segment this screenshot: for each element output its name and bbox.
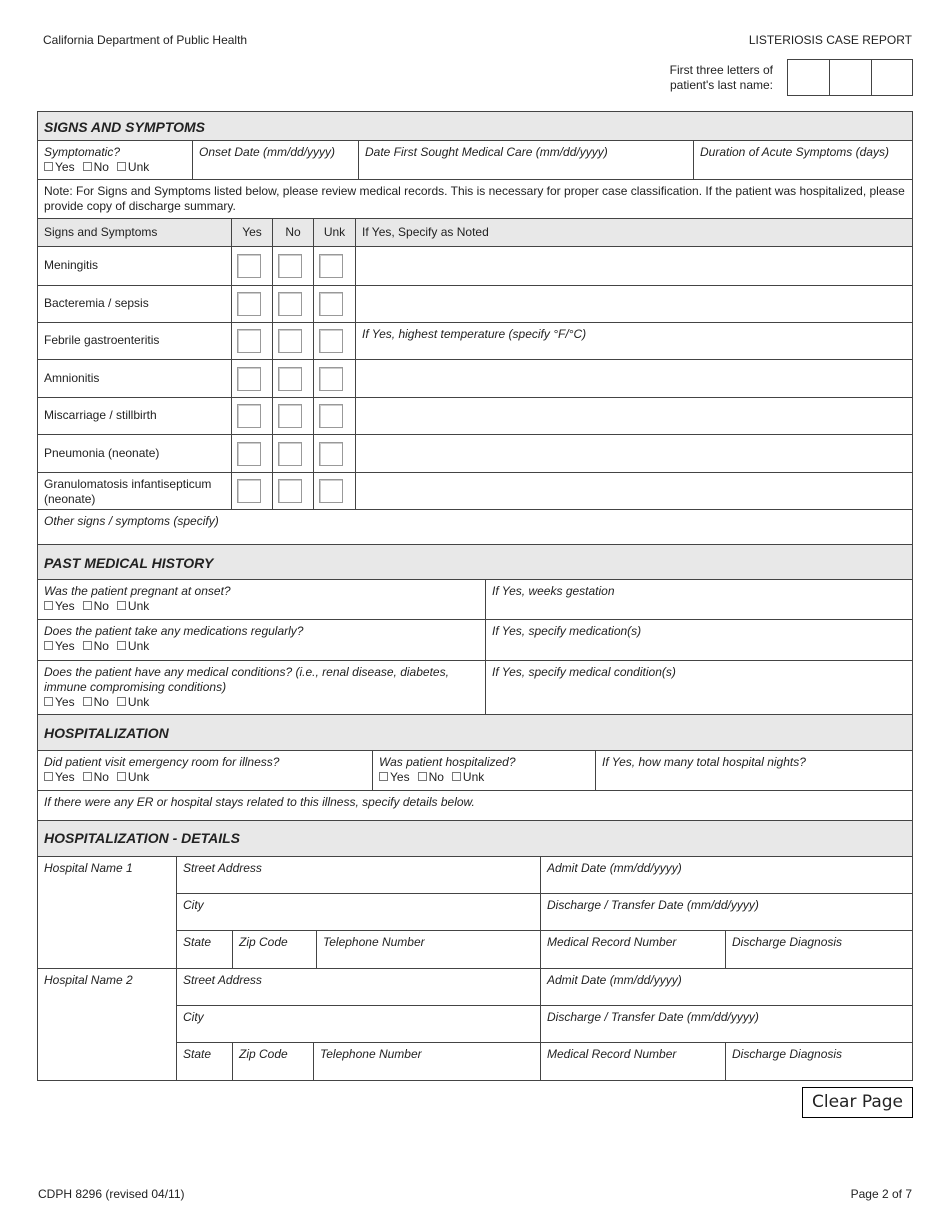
last-name-letter-2[interactable]: [829, 59, 872, 96]
discharge-date-2-field[interactable]: Discharge / Transfer Date (mm/dd/yyyy): [540, 1005, 913, 1043]
medications-yes[interactable]: Yes: [44, 639, 75, 653]
phone-2-field[interactable]: Telephone Number: [313, 1042, 541, 1081]
symptom-label: Meningitis: [37, 246, 232, 286]
symptomatic-label: Symptomatic?: [44, 145, 121, 159]
col-yes: Yes: [231, 218, 273, 247]
conditions-unk[interactable]: Unk: [117, 695, 149, 709]
state-1-field[interactable]: State: [176, 930, 233, 969]
er-no[interactable]: No: [83, 770, 109, 784]
section-hospitalization: HOSPITALIZATION: [37, 714, 913, 751]
hospital-stays-note: If there were any ER or hospital stays related to this illness, specify details below.: [37, 790, 913, 821]
symptom-specify-field[interactable]: [355, 397, 913, 435]
medications-question: [37, 619, 486, 661]
city-1-field[interactable]: City: [176, 893, 541, 931]
conditions-no[interactable]: No: [83, 695, 109, 709]
symptom-label: Granulomatosis infantisepticum (neonate): [37, 472, 232, 510]
medications-label: Does the patient take any medications regularly?: [44, 624, 304, 638]
hospital-name-1-field[interactable]: Hospital Name 1: [37, 856, 177, 969]
symptom-no-checkbox[interactable]: [278, 367, 302, 391]
medications-no[interactable]: No: [83, 639, 109, 653]
page-number: Page 2 of 7: [850, 1187, 912, 1201]
pregnant-label: Was the patient pregnant at onset?: [44, 584, 231, 598]
symptom-yes-checkbox[interactable]: [237, 404, 261, 428]
col-unk: Unk: [313, 218, 356, 247]
hospitalized-unk[interactable]: Unk: [452, 770, 484, 784]
pregnant-yes[interactable]: Yes: [44, 599, 75, 613]
duration-field[interactable]: Duration of Acute Symptoms (days): [693, 140, 913, 180]
symptom-no-checkbox[interactable]: [278, 292, 302, 316]
symptom-yes-checkbox[interactable]: [237, 329, 261, 353]
hospital-name-2-field[interactable]: Hospital Name 2: [37, 968, 177, 1081]
city-2-field[interactable]: City: [176, 1005, 541, 1043]
mrn-2-field[interactable]: Medical Record Number: [540, 1042, 726, 1081]
last-name-letter-1[interactable]: [787, 59, 830, 96]
symptom-unk-checkbox[interactable]: [319, 367, 343, 391]
symptom-yes-checkbox[interactable]: [237, 367, 261, 391]
conditions-label: Does the patient have any medical conditions? (i.e., renal disease, diabetes, immune compromising conditions): [44, 665, 449, 694]
hospital-nights-field[interactable]: If Yes, how many total hospital nights?: [595, 750, 913, 791]
signs-note: Note: For Signs and Symptoms listed below, please review medical records. This is necessary for proper case classification. If the patient was hospitalized, please provide copy of discharge summary.: [37, 179, 913, 219]
symptomatic-unk[interactable]: Unk: [117, 160, 149, 174]
symptomatic-no[interactable]: No: [83, 160, 109, 174]
symptom-unk-checkbox[interactable]: [319, 442, 343, 466]
symptom-yes-checkbox[interactable]: [237, 442, 261, 466]
first-sought-care-field[interactable]: Date First Sought Medical Care (mm/dd/yyyy): [358, 140, 694, 180]
symptom-specify-field[interactable]: If Yes, highest temperature (specify °F/°C): [355, 322, 913, 360]
hospitalized-yes[interactable]: Yes: [379, 770, 410, 784]
er-yes[interactable]: Yes: [44, 770, 75, 784]
symptomatic-yes[interactable]: Yes: [44, 160, 75, 174]
hospitalized-question: [372, 750, 596, 791]
medications-field[interactable]: If Yes, specify medication(s): [485, 619, 913, 661]
section-hospitalization-details: HOSPITALIZATION - DETAILS: [37, 820, 913, 857]
form-title: LISTERIOSIS CASE REPORT: [748, 33, 912, 47]
col-specify: If Yes, Specify as Noted: [355, 218, 913, 247]
conditions-field[interactable]: If Yes, specify medical condition(s): [485, 660, 913, 715]
symptom-specify-field[interactable]: [355, 359, 913, 398]
onset-date-field[interactable]: Onset Date (mm/dd/yyyy): [192, 140, 359, 180]
symptom-yes-checkbox[interactable]: [237, 479, 261, 503]
last-name-label: [670, 63, 773, 93]
street-address-1-field[interactable]: Street Address: [176, 856, 541, 894]
phone-1-field[interactable]: Telephone Number: [316, 930, 541, 969]
symptom-no-checkbox[interactable]: [278, 442, 302, 466]
symptom-yes-checkbox[interactable]: [237, 292, 261, 316]
medications-unk[interactable]: Unk: [117, 639, 149, 653]
symptom-no-checkbox[interactable]: [278, 254, 302, 278]
symptom-no-checkbox[interactable]: [278, 404, 302, 428]
street-address-2-field[interactable]: Street Address: [176, 968, 541, 1006]
other-signs-field[interactable]: Other signs / symptoms (specify): [37, 509, 913, 545]
pregnant-unk[interactable]: Unk: [117, 599, 149, 613]
symptom-unk-checkbox[interactable]: [319, 254, 343, 278]
clear-page-button[interactable]: Clear Page: [802, 1087, 913, 1118]
zip-2-field[interactable]: Zip Code: [232, 1042, 314, 1081]
er-unk[interactable]: Unk: [117, 770, 149, 784]
admit-date-1-field[interactable]: Admit Date (mm/dd/yyyy): [540, 856, 913, 894]
admit-date-2-field[interactable]: Admit Date (mm/dd/yyyy): [540, 968, 913, 1006]
symptom-label: Miscarriage / stillbirth: [37, 397, 232, 435]
col-no: No: [272, 218, 314, 247]
conditions-question: [37, 660, 486, 715]
conditions-yes[interactable]: Yes: [44, 695, 75, 709]
hospitalized-label: Was patient hospitalized?: [379, 755, 516, 769]
symptom-no-checkbox[interactable]: [278, 329, 302, 353]
section-signs-symptoms: SIGNS AND SYMPTOMS: [37, 111, 913, 141]
discharge-date-1-field[interactable]: Discharge / Transfer Date (mm/dd/yyyy): [540, 893, 913, 931]
last-name-label-1: First three letters of: [669, 63, 773, 77]
pregnant-no[interactable]: No: [83, 599, 109, 613]
symptom-label: Pneumonia (neonate): [37, 434, 232, 473]
symptomatic-field: [37, 140, 193, 180]
state-2-field[interactable]: State: [176, 1042, 233, 1081]
mrn-1-field[interactable]: Medical Record Number: [540, 930, 726, 969]
pregnant-question: [37, 579, 486, 620]
symptom-no-checkbox[interactable]: [278, 479, 302, 503]
symptom-specify-field[interactable]: [355, 472, 913, 510]
last-name-letter-3[interactable]: [871, 59, 913, 96]
symptom-unk-checkbox[interactable]: [319, 404, 343, 428]
discharge-diagnosis-2-field[interactable]: Discharge Diagnosis: [725, 1042, 913, 1081]
symptom-specify-field[interactable]: [355, 246, 913, 286]
symptom-unk-checkbox[interactable]: [319, 329, 343, 353]
symptom-label: Bacteremia / sepsis: [37, 285, 232, 323]
symptom-unk-checkbox[interactable]: [319, 479, 343, 503]
er-question: [37, 750, 373, 791]
symptom-yes-checkbox[interactable]: [237, 254, 261, 278]
weeks-gestation-field[interactable]: If Yes, weeks gestation: [485, 579, 913, 620]
discharge-diagnosis-1-field[interactable]: Discharge Diagnosis: [725, 930, 913, 969]
er-label: Did patient visit emergency room for illness?: [44, 755, 280, 769]
org-name: California Department of Public Health: [43, 33, 248, 47]
symptom-unk-checkbox[interactable]: [319, 292, 343, 316]
zip-1-field[interactable]: Zip Code: [232, 930, 317, 969]
hospitalized-no[interactable]: No: [418, 770, 444, 784]
symptom-label: Febrile gastroenteritis: [37, 322, 232, 360]
symptom-label: Amnionitis: [37, 359, 232, 398]
symptom-specify-field[interactable]: [355, 434, 913, 473]
symptom-specify-field[interactable]: [355, 285, 913, 323]
col-signs: Signs and Symptoms: [37, 218, 232, 247]
section-past-medical-history: PAST MEDICAL HISTORY: [37, 544, 913, 580]
last-name-label-2: patient's last name:: [669, 78, 773, 92]
form-number: CDPH 8296 (revised 04/11): [38, 1187, 185, 1201]
